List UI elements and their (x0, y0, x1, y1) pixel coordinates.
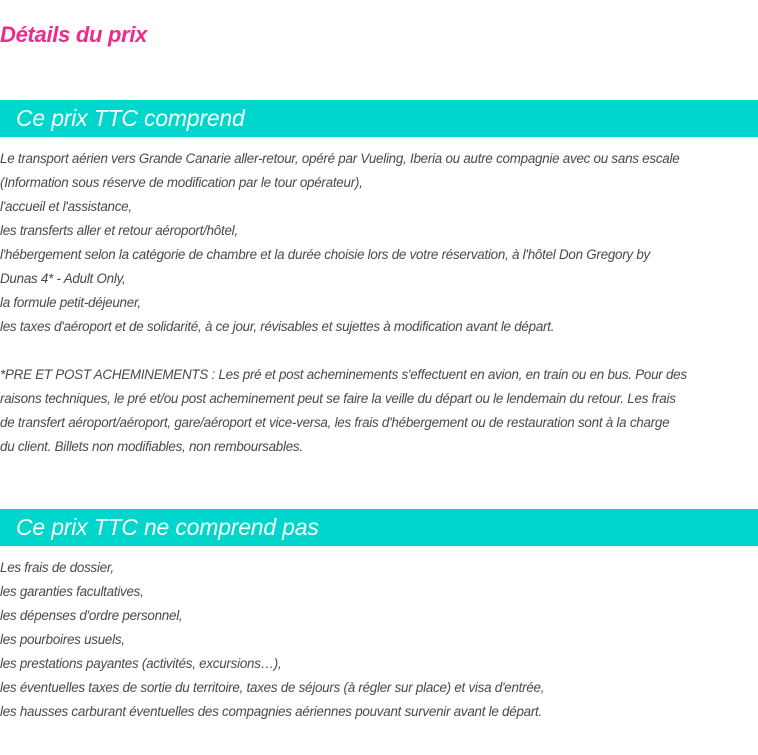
excluded-line: les prestations payantes (activités, excursions…), (0, 656, 282, 671)
excluded-header-band (0, 509, 758, 546)
transport-note (0, 363, 752, 459)
excluded-line: Les frais de dossier, (0, 560, 114, 575)
note-line: *PRE ET POST ACHEMINEMENTS : Les pré et post acheminements s'effectuent en avion, en train ou en bus. Pour des (0, 367, 687, 382)
excluded-heading: Ce prix TTC ne comprend pas (16, 514, 319, 540)
included-line: l'accueil et l'assistance, (0, 199, 132, 214)
included-header-band (0, 100, 758, 137)
excluded-line: les garanties facultatives, (0, 584, 144, 599)
excluded-line: les dépenses d'ordre personnel, (0, 608, 183, 623)
included-line: Le transport aérien vers Grande Canarie aller-retour, opéré par Vueling, Iberia ou autre compagnie avec ou sans escale (0, 151, 680, 166)
included-line: l'hébergement selon la catégorie de chambre et la durée choisie lors de votre réservation, à l'hôtel Don Gregory by (0, 247, 650, 262)
note-line: de transfert aéroport/aéroport, gare/aéroport et vice-versa, les frais d'hébergement ou de restauration sont à la charge (0, 415, 670, 430)
excluded-list (0, 556, 758, 724)
excluded-line: les hausses carburant éventuelles des compagnies aériennes pouvant survenir avant le départ. (0, 704, 542, 719)
page-title: Détails du prix (0, 22, 148, 47)
note-line: raisons techniques, le pré et/ou post acheminement peut se faire la veille du départ ou le lendemain du retour. Les frais (0, 391, 676, 406)
excluded-line: les éventuelles taxes de sortie du territoire, taxes de séjours (à régler sur place) et visa d'entrée, (0, 680, 545, 695)
excluded-line: les pourboires usuels, (0, 632, 125, 647)
included-heading: Ce prix TTC comprend (16, 105, 245, 131)
note-line: du client. Billets non modifiables, non remboursables. (0, 439, 303, 454)
included-line: Dunas 4* - Adult Only, (0, 271, 126, 286)
included-line: (Information sous réserve de modification par le tour opérateur), (0, 175, 363, 190)
included-list (0, 147, 758, 339)
included-line: les transferts aller et retour aéroport/hôtel, (0, 223, 238, 238)
included-line: les taxes d'aéroport et de solidarité, à ce jour, révisables et sujettes à modification avant le départ. (0, 319, 555, 334)
included-line: la formule petit-déjeuner, (0, 295, 141, 310)
